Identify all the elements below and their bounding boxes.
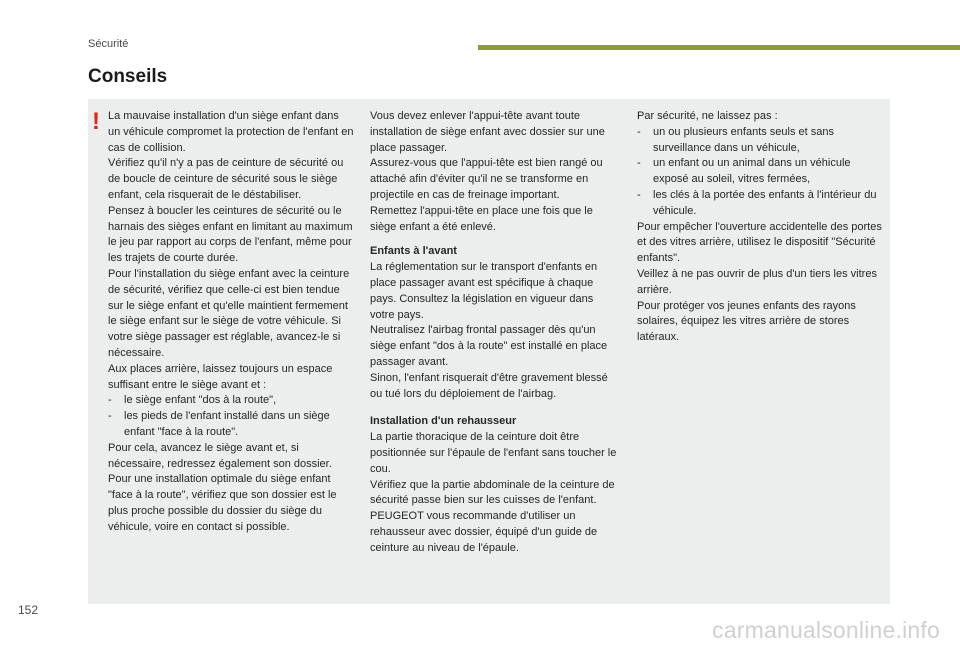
list-item: - les clés à la portée des enfants à l'intérieur du véhicule. [637, 188, 885, 220]
paragraph: Remettez l'appui-tête en place une fois que le siège enfant a été enlevé. [370, 204, 593, 233]
page-title: Conseils [88, 66, 168, 87]
paragraph: La partie thoracique de la ceinture doit être positionnée sur l'épaule de l'enfant sans toucher le cou. [370, 431, 617, 475]
dash-list [108, 393, 354, 440]
list-item: - un enfant ou un animal dans un véhicule exposé au soleil, vitres fermées, [637, 156, 885, 188]
exclamation-icon: ! [92, 108, 100, 135]
list-item: - les pieds de l'enfant installé dans un siège enfant "face à la route". [108, 409, 354, 441]
paragraph: Veillez à ne pas ouvrir de plus d'un tiers les vitres arrière. [637, 267, 877, 296]
paragraph: Neutralisez l'airbag frontal passager dès qu'un siège enfant "dos à la route" est installé en place passager avant. [370, 324, 608, 368]
paragraph: Pensez à boucler les ceintures de sécurité ou le harnais des sièges enfant en limitant au maximum le jeu par rapport au corps de l'enfant, même pour les trajets de courte durée. [108, 204, 353, 265]
page-number: 152 [18, 603, 39, 617]
paragraph: Par sécurité, ne laissez pas : [637, 110, 778, 122]
paragraph: Vérifiez qu'il n'y a pas de ceinture de sécurité ou de boucle de ceinture de sécurité sous le siège enfant, cela risquerait de le déstabiliser. [108, 157, 344, 201]
header-accent-bar [478, 45, 960, 50]
dash-list [637, 125, 885, 220]
list-item: - le siège enfant "dos à la route", [108, 393, 354, 409]
paragraph: Aux places arrière, laissez toujours un espace suffisant entre le siège avant et : [108, 362, 333, 391]
paragraph: Pour cela, avancez le siège avant et, si nécessaire, redressez également son dossier. [108, 441, 332, 470]
section-label: Sécurité [88, 38, 129, 50]
column-3 [637, 109, 885, 346]
watermark-text: carmanualsonline.info [712, 617, 940, 643]
column-1 [108, 109, 354, 536]
column-2 [370, 109, 620, 557]
paragraph: Assurez-vous que l'appui-tête est bien rangé ou attaché afin d'éviter qu'il ne se transforme en projectile en cas de freinage important. [370, 157, 603, 201]
paragraph: Pour l'installation du siège enfant avec la ceinture de sécurité, vérifiez que celle-ci est bien tendue sur le siège enfant et qu'elle maintient fermement le siège enfant sur le siège de votre véhicule. Si votre siège passager est réglable, avancez-le si nécessaire. [108, 267, 350, 359]
paragraph: Sinon, l'enfant risquerait d'être gravement blessé ou tué lors du déploiement de l'airbag. [370, 371, 608, 400]
paragraph: La réglementation sur le transport d'enfants en place passager avant est spécifique à chaque pays. Consultez la législation en vigueur dans votre pays. [370, 261, 598, 321]
subheading-front-children: Enfants à l'avant [370, 245, 457, 258]
list-item: - un ou plusieurs enfants seuls et sans surveillance dans un véhicule, [637, 125, 885, 157]
paragraph: Pour empêcher l'ouverture accidentelle des portes et des vitres arrière, utilisez le dispositif "Sécurité enfants". [637, 220, 882, 265]
paragraph: Pour une installation optimale du siège enfant "face à la route", vérifiez que son dossier est le plus proche possible du dossier du siège du véhicule, voire en contact si possible. [108, 473, 337, 533]
paragraph: PEUGEOT vous recommande d'utiliser un rehausseur avec dossier, équipé d'un guide de ceinture au niveau de l'épaule. [370, 510, 598, 554]
subheading-booster-seat: Installation d'un rehausseur [370, 415, 517, 428]
paragraph: La mauvaise installation d'un siège enfant dans un véhicule compromet la protection de l'enfant en cas de collision. [108, 110, 354, 154]
paragraph: Vérifiez que la partie abdominale de la ceinture de sécurité passe bien sur les cuisses de l'enfant. [370, 478, 615, 507]
paragraph: Pour protéger vos jeunes enfants des rayons solaires, équipez les vitres arrière de stores latéraux. [637, 299, 856, 344]
paragraph: Vous devez enlever l'appui-tête avant toute installation de siège enfant avec dossier sur une place passager. [370, 110, 605, 154]
